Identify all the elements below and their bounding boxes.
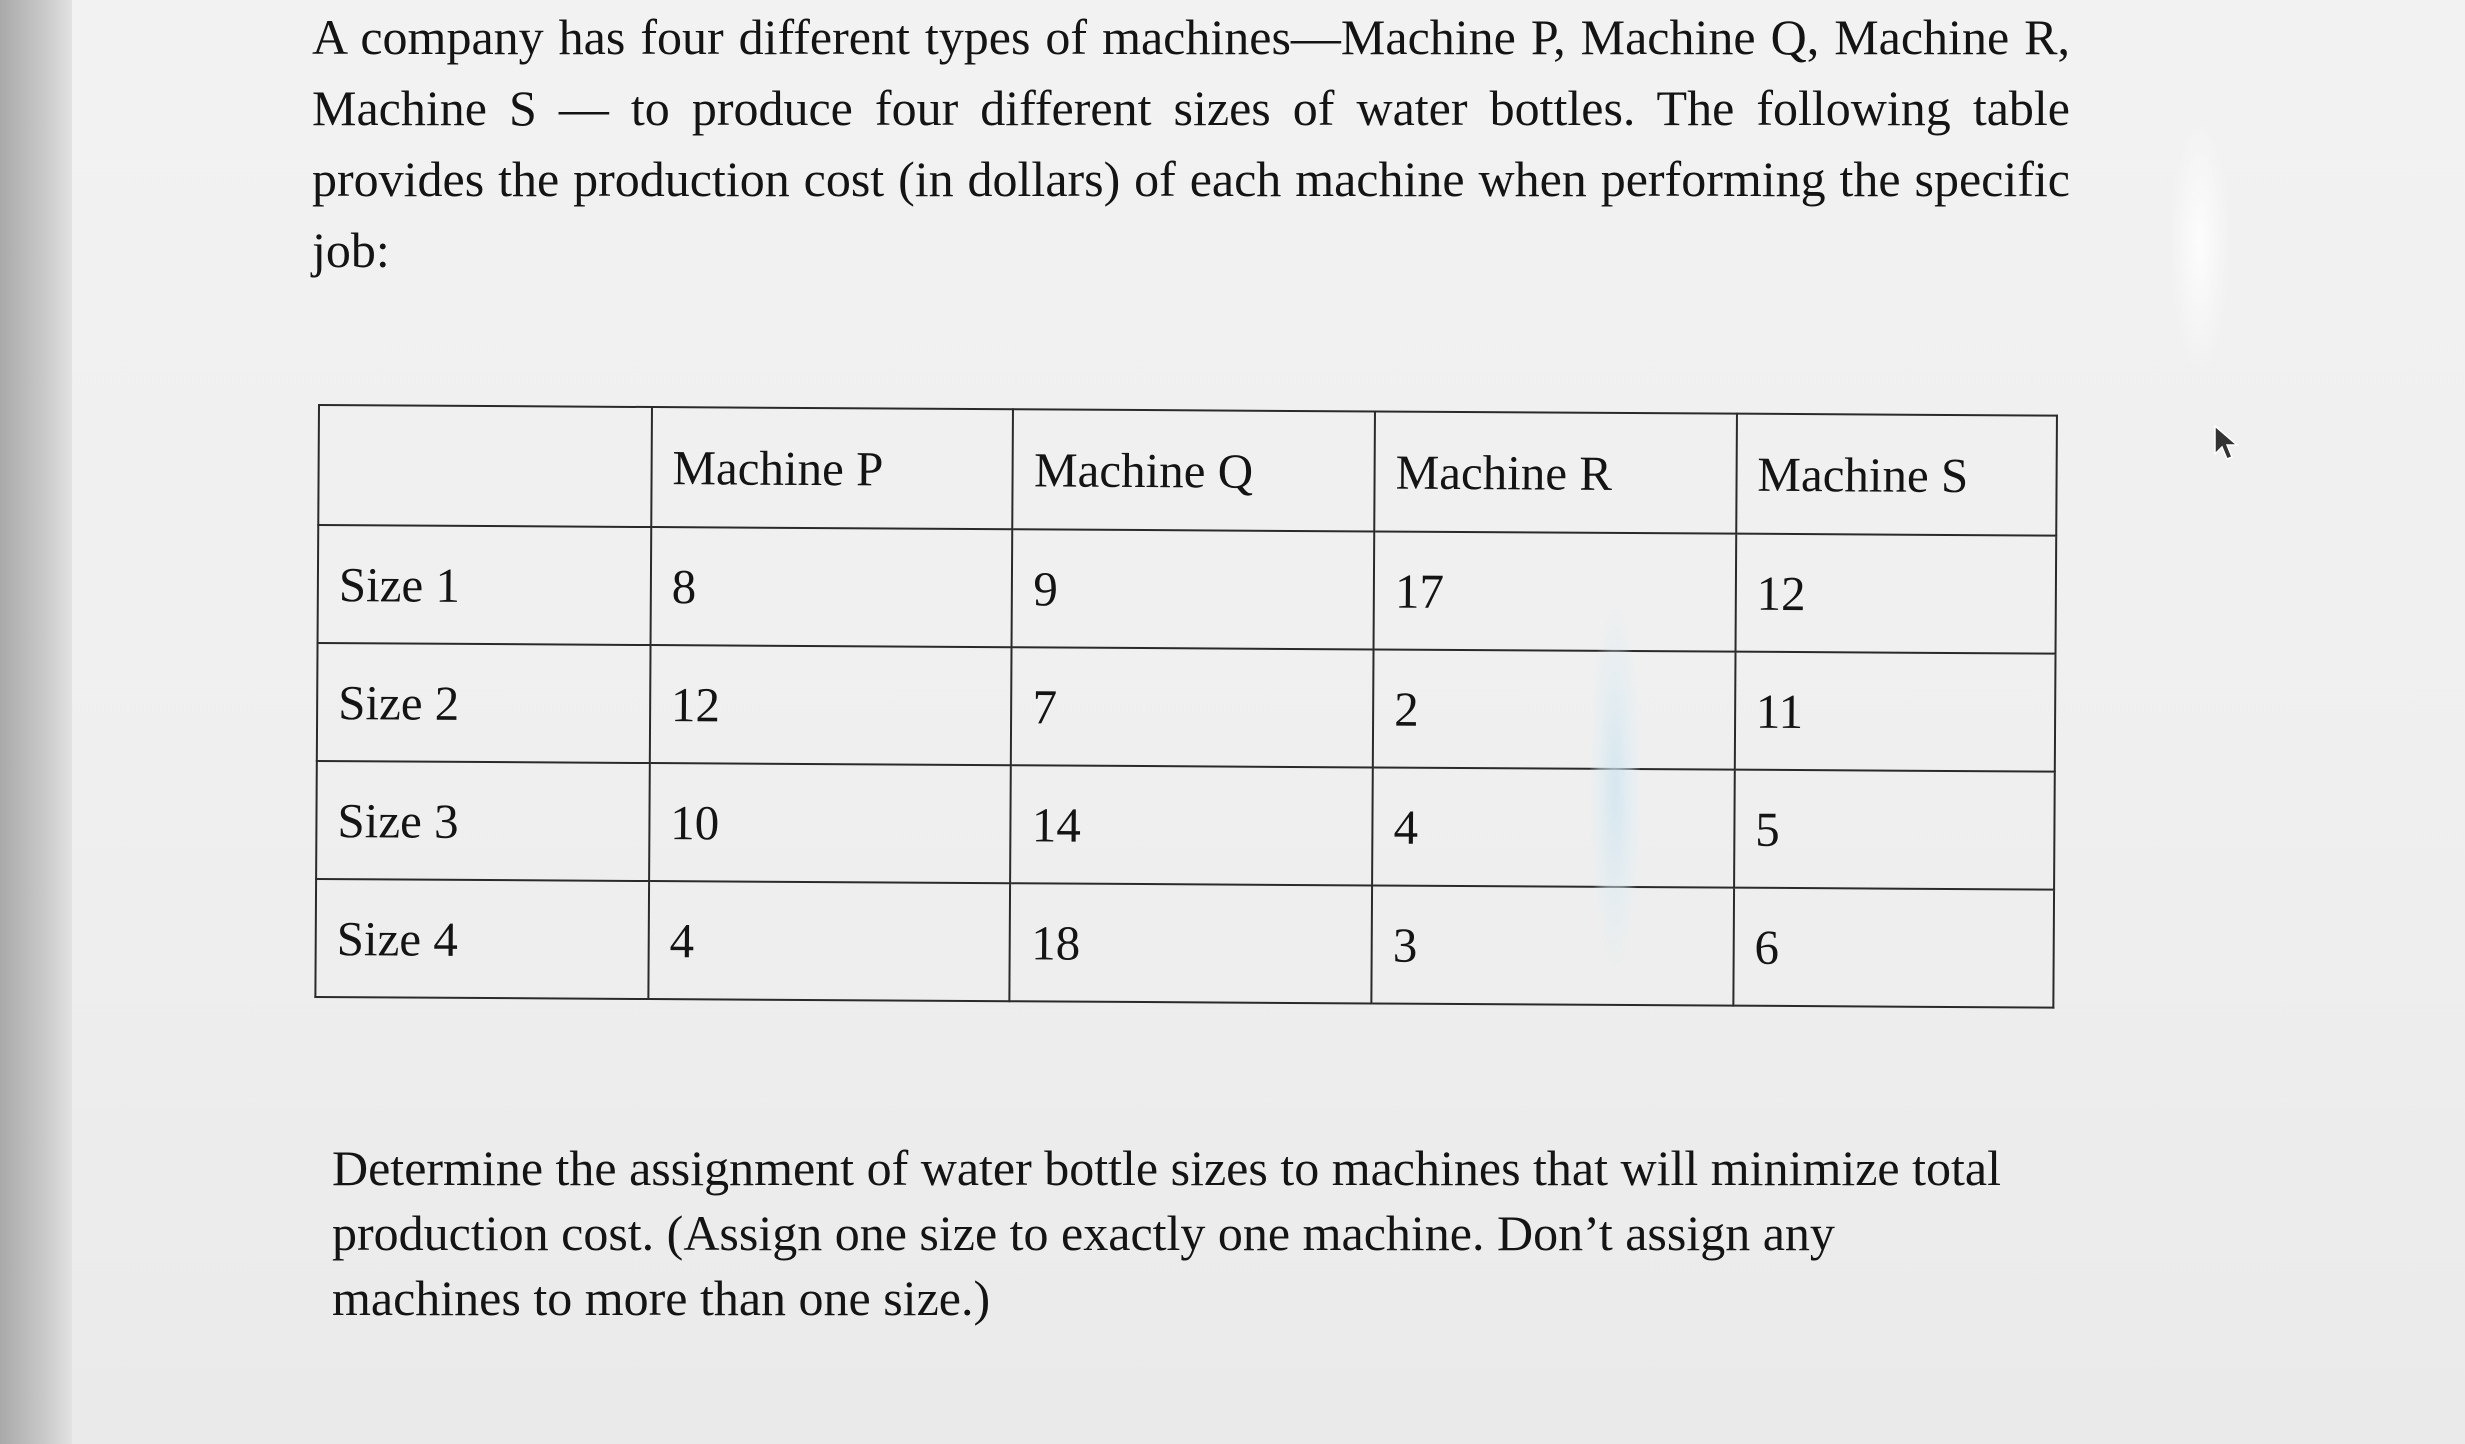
table-row [318,525,2057,654]
cost-cell: 17 [1374,531,1736,651]
column-header-machine-p: Machine P [651,407,1013,529]
cost-cell: 7 [1011,647,1373,767]
cost-cell: 12 [1735,534,2056,654]
table-header-row [318,405,2057,536]
question-text: Determine the assignment of water bottle sizes to machines that will minimize total production cost. (Assign one size to exactly one machine. Don’t assign any machines to more than one size.) [332,1140,2001,1326]
screen-glare [2172,118,2228,368]
row-label-size-2: Size 2 [317,643,651,763]
row-label-size-4: Size 4 [315,879,649,999]
problem-intro-text: A company has four different types of machines—Machine P, Machine Q, Machine R, Machine S — to produce four different sizes of water bottles. The following table provides the production cost (in dollars) of each machine when performing the specific job: [312,9,2070,278]
production-cost-table [314,404,2058,1009]
screen-glare [1590,610,1640,965]
table-row [315,879,2054,1008]
cost-cell: 11 [1735,652,2056,772]
column-header-machine-s: Machine S [1736,414,2057,536]
cost-cell: 9 [1012,529,1374,649]
mouse-pointer-icon [2212,424,2242,464]
cost-cell: 12 [650,645,1012,765]
page-left-shadow [0,0,72,1444]
cost-cell: 4 [1372,767,1734,887]
cost-cell: 4 [648,881,1010,1001]
column-header-machine-r: Machine R [1374,411,1736,533]
cost-cell: 3 [1371,885,1733,1005]
table-row [316,761,2055,890]
table-row [317,643,2056,772]
cost-cell: 6 [1733,888,2054,1008]
row-label-size-1: Size 1 [318,525,652,645]
column-header-machine-q: Machine Q [1013,409,1375,531]
cost-cell: 8 [650,527,1012,647]
row-label-size-3: Size 3 [316,761,650,881]
cost-cell: 18 [1010,883,1372,1003]
cost-cell: 2 [1373,649,1735,769]
cost-cell: 10 [649,763,1011,883]
cost-cell: 5 [1734,770,2055,890]
cost-cell: 14 [1011,765,1373,885]
table-corner-cell [318,405,652,527]
